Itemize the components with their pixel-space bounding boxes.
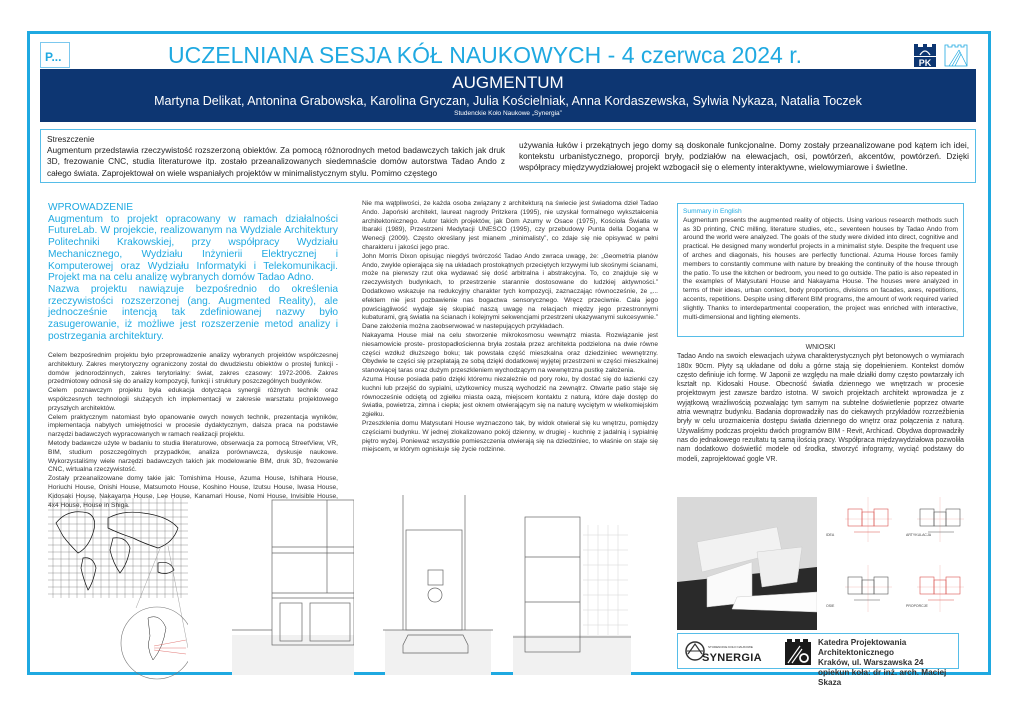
conclusions [677, 343, 964, 464]
body-paragraph: Przeszklenia domu Matysutani House wyznaczono tak, by widok otwierał się ku wnętrzu, pomiędzy częściami budynku. W jednej zlokalizowano pokój dzienny, w drugiej - kuchnię z jadalnią i sypialnię piętro wyżej. Ponieważ wszystkie pomieszczenia otwierają się na dziedziniec, to właśnie on staje się miejscem, w którym ogniskuje się życie rodzinne. [362, 419, 658, 454]
synergia-wordmark: SYNERGIA [702, 652, 762, 664]
abstract-box [40, 129, 976, 183]
department-name: Katedra Projektowania Architektonicznego [818, 638, 907, 657]
title-banner [40, 69, 976, 122]
diagram-label: OSIE [826, 604, 835, 608]
authors: Martyna Delikat, Antonina Grabowska, Karolina Gryczan, Julia Kościelniak, Anna Kordaszewska, Sylwia Nykaza, Natalia Toczek [154, 94, 862, 108]
body-paragraph: Metody badawcze użyte w badaniu to studia literaturowe, obserwacja za pomocą StreetView, VR, BIM, studium poszczególnych przypadków, analiza porównawcza, dyskusje naukowe. Wykorzystaliśmy wiele narzędzi badawczych takich jak modelowanie BIM, druk 3D, frezowanie CNC, wirtualna rzeczywistość. [48, 439, 338, 474]
conclusions-heading: WNIOSKI [805, 344, 836, 351]
body-paragraph: Azuma House posiada patio dzięki któremu niezależnie od pory roku, by dostać się do łazienki czy kuchni lub przejść do sypialni, użytkownicy muszą wychodzić na zewnątrz. Otwarte patio staje się równocześnie odciętą od zgiełku miasta oazą, miejscem kontaktu z naturą, które daje dostęp do światła, powietrza, zimna i ciepła; jest oknem otwierającym się na naturę wyciętym w wielkomiejskim zgiełku. [362, 375, 658, 419]
body-paragraph: Nakayama House miał na celu stworzenie mikrokosmosu wewnątrz miasta. Rozwiązanie jest niesamowicie proste- prostopadłościenna bryła została przez architekta podzielona na dwie równe części wzdłuż dłuższego boku; tak powstała część mieszkalna oraz dziedziniec wewnętrzny. Obydwie te części się przeplatają ze sobą dzięki dodatkowej wyjętej przestrzeni w części mieszkalnej stanowiącej taras oraz dużym przeszkleniem wychodzącym na wewnętrzna pustkę założenia. [362, 331, 658, 375]
abstract-column-1 [47, 134, 505, 179]
project-title: AUGMENTUM [452, 73, 564, 92]
world-map-drawing [48, 498, 188, 683]
department-logo-icon [784, 638, 812, 666]
intro-paragraph: Nazwa projektu nawiązuje bezpośrednio do określenia rzeczywistości rozszerzonej (ang. Augmented Reality), ale jednocześnie intencją tak zdefiniowanej nazwy było zasugerowanie, iż możliwe jest rozszerzenie metod analizy i postrzegania architektury. [48, 283, 338, 342]
section-drawing-1 [232, 495, 354, 680]
department-info [818, 638, 958, 688]
introduction [48, 202, 338, 342]
diagram-label: ARTYKULACJA [906, 533, 932, 537]
body-paragraph: Zostały przeanalizowane domy takie jak: Tomishima House, Azuma House, Ishihara House, Horiuchi House, Onishi House, Matsumoto House, Koshino House, Izutsu House, Iwasa House, Kidosaki House, Nakayama House, Lee House, Kanamari House, Nomi House, Invisible House, 4x4 House, House in Shiga. [48, 475, 338, 509]
abstract-text-2: używania łuków i przekątnych jego domy są doskonale funkcjonalne. Domy zostały przeanalizowane pod kątem ich idei, kontekstu urbanistycznego, proporcji bryły, podziałów na elewacjach, osi, powtórzeń, akcentów, powtórzeń. Dzięki współpracy międzywydziałowej projekt wzbogacił się o elementy interaktywne, wielowymiarowe i świetlne. [519, 140, 969, 173]
body-paragraph: Nie ma wątpliwości, że każda osoba związany z architekturą na świecie jest świadoma dzieł Tadao Ando. Japoński architekt, laureat nagrody Pritzkera (1995), nie uzyskał formalnego wykształcenia architektonicznego. Autor takich projektów, jak Dom Azumy w Osace (1975), Kościoła Światła w Ibaraki (1989), Przestrzeni Medytacji UNESCO (1995), czy przebudowy Punta della Dogana w Wenecji (2009). Często określany jest mianem „minimalisty”, co zdaje się nie opisywać w pełni charakteru i jakości jego prac. [362, 200, 658, 251]
section-drawing-3 [513, 495, 631, 680]
body-paragraph: Celem praktycznym natomiast było opanowanie owych nowych technik, prezentacja wyników, implementacja nabytych umiejętności w procesie dydaktycznym, dalsza praca na podstawie narzędzi badawczych wypracowanych w ramach realizacji projektu. [48, 413, 338, 439]
abstract-heading: Streszczenie [47, 134, 95, 144]
section-drawing-2 [383, 495, 493, 680]
footer-box [677, 633, 959, 687]
intro-paragraph: Augmentum to projekt opracowany w ramach działalności FutureLab. W projekcie, realizowanym na Wydziale Architektury Politechniki Krakowskiej, przy współpracy Wydziału Mechanicznego, Wydziału Inżynierii Elektrycznej i Komputerowej oraz Wydziału Informatyki i Telekomunikacji. Projekt ma na celu analizę wybranych domów Tadao Adno. [48, 213, 338, 284]
left-body-text [48, 352, 338, 510]
department-address: Kraków, ul. Warszawska 24 [818, 658, 924, 667]
diagram-label: PROPORCJE [906, 604, 928, 608]
summary-text: Augmentum presents the augmented reality of objects. Using various research methods such as 3D printing, CNC milling, literature studies, etc., seventeen houses by Tadao Ando from around the world were analyzed. The goals of the study were divided into direct, cognitive and practical. He designed many wonderful projects in a minimalist style. Despite the frequent use of arches and diagonals, his houses are perfectly functional. Azuma House forces family members to constantly commune with nature by breaking the continuity of the house through the patio. To use the kitchen or bedroom, you need to go outside. The patio is also repeated in the examples of Matysutani House and Nakayama House. The houses were analyzed in terms of their ideas, urban context, body proportions, divisions on facades, axes, repetitions, accents, repetitions. Despite using different BIM programs, the amount of work required varied slightly. Thanks to interdepartmental cooperation, the project was enriched with interactive, multi-dimensional and lighting elements. [683, 216, 958, 321]
corner-logo: P... [40, 42, 70, 68]
body-paragraph: John Morris Dixon opisując niegdyś twórczość Tadao Ando zwraca uwagę, że: „Geometria planów Ando, zwykle opierająca się na układach prostokątnych przeciętych krzywymi lub skośnymi ścianami, może na pierwszy rzut oka wydawać się dość arbitralna i abstrakcyjna. To, co znajduje się w rzeczywistych budynkach, to przestrzenie starannie dostosowane do ludzkiej aktywności.” Dodatkowo wskazuje na redukcyjny charakter tych kompozycji, zaznaczając równocześnie, że „... efektem nie jest pozbawienie nas bogactwa sensorycznego. Wręcz przeciwnie. Cała jego powściągliwość wydaje się skupiać naszą uwagę na relacjach między jego przestronnymi kubaturami, grą światła na ścianach i kolejnymi sekwencjami przestrzeni ukazywanymi sukcesywnie.” Dane założenia można zaobserwować w nastepujących przykładach. [362, 252, 658, 331]
conclusions-text: Tadao Ando na swoich elewacjach używa charakterystycznych płyt betonowych o wymiarach 180x 90cm. Płyty są układane od dołu a górne stają się dopełnieniem. Kontekst domów często definiuje ich formę. W Japonii ze względu na małe działki domy często powtarzały ich kształt np. Kidosaki House. Obecność światła dziennego we wnętrzach w procesie projektowym jest zawsze bardzo istotna. W swoich projektach architekt wprowadza je z wyjątkową wrażliwością pozwalając tym samym na subtelne doświetlenie poprzez otwarte atria wewnątrz budynku. Badania doprowadziły nas do ciekawych przykładów rozrzeźbienia bryły w celu urozmaicenia dostępu światła dziennego do wnętrz oraz połączenia z naturą. Używaliśmy podczas projektu dwóch programów BIM - Revit, Archicad. Obydwa doprowadziły nas do jednakowego rezultatu tą samą ilością pracy. Współpraca międzywydziałowa pozwoliła nam dodatkowo doświetlić modele od środka, stworzyć infogramy, wyciąć podstawy do modeli, zaprojektować gogle VR. [677, 353, 964, 463]
pk-university-logo [912, 42, 938, 68]
body-paragraph: Celem poznawczym projektu była edukacja dotycząca synergii różnych technik oraz współczesnych technologii służących ich implementacji w zakresie warsztatu projektowego przyszłych architektów. [48, 387, 338, 412]
session-title: UCZELNIANA SESJA KÓŁ NAUKOWYCH - 4 czerwca 2024 r. [168, 42, 802, 68]
pk-logo-text: PK [918, 58, 932, 68]
intro-heading: WPROWADZENIE [48, 202, 134, 213]
faculty-logo [943, 42, 969, 68]
research-circle: Studenckie Koło Naukowe „Synergia” [454, 110, 562, 117]
abstract-text-1: Augmentum przedstawia rzeczywistość rozszerzoną obiektów. Za pomocą różnorodnych metod badawczych takich jak druk 3D, frezowanie CNC, studia literaturowe itp. zostało przeanalizowanych siedemnaście domów autorstwa Tadao Ando z całego świata. Zaprojektował on wiele wspaniałych projektów w minimalistycznym stylu. Pomimo częstego [47, 145, 505, 178]
analysis-diagrams [840, 497, 975, 617]
summary-heading: Summary in English [683, 208, 742, 215]
circle-supervisor: opiekun koła: dr inż. arch. Maciej Skaza [818, 668, 947, 687]
middle-body-text [362, 200, 658, 455]
model-photo [677, 497, 817, 630]
body-paragraph: Celem bezpośrednim projektu było przeprowadzenie analizy wybranych projektów współczesnej architektury. Zakres merytoryczny ograniczony został do dwudziestu obiektów o prostej funkcji - domów jednorodzinnych, zakres terytorialny: świat, zakres czasowy: 1972-2006. Zakres przedmiotowy odnosił się do analizy kompozycji, funkcji i struktury poszczególnych budynków. [48, 352, 338, 386]
synergia-subtitle: STUDENCKIE KOŁO NAUKOWE [708, 645, 753, 649]
diagram-label: IDEA [826, 533, 835, 537]
summary-english-box [677, 203, 964, 337]
